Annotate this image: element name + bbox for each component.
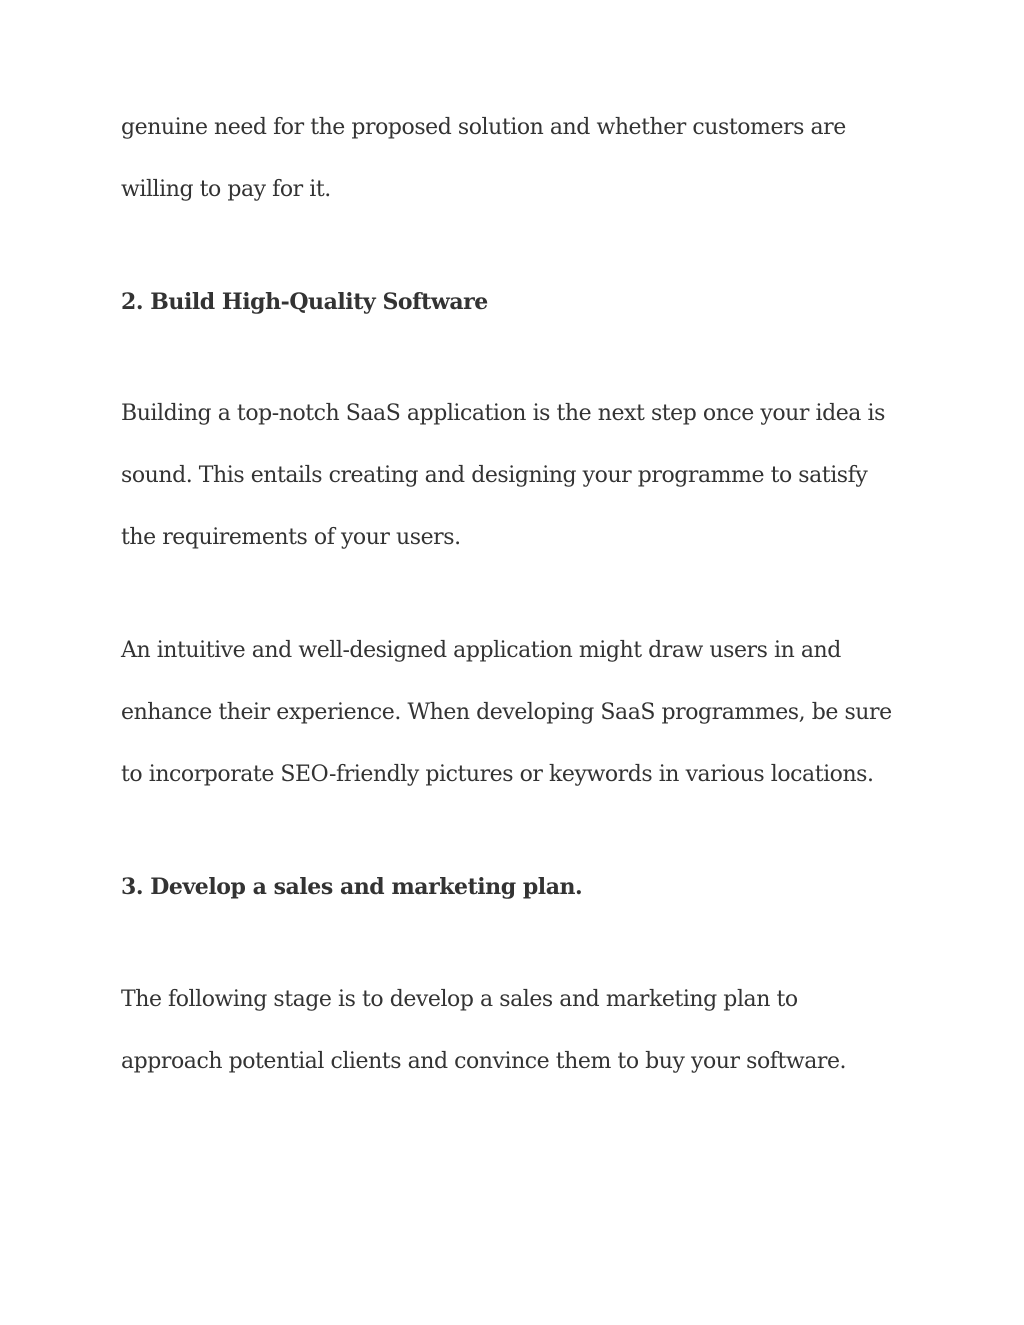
text-line: the requirements of your users. [121,525,461,550]
text-line: The following stage is to develop a sales and marketing plan to [121,987,798,1012]
text-line: sound. This entails creating and designing your programme to satisfy [121,463,868,488]
text-line: Building a top-notch SaaS application is the next step once your idea is [121,401,885,426]
text-line: genuine need for the proposed solution and whether customers are [121,115,846,140]
text-line: enhance their experience. When developing SaaS programmes, be sure [121,700,892,725]
section-heading-build-software: 2. Build High-Quality Software [121,289,488,315]
text-line: An intuitive and well-designed application might draw users in and [121,638,841,663]
section-heading-sales-marketing: 3. Develop a sales and marketing plan. [121,874,583,900]
text-line: approach potential clients and convince them to buy your software. [121,1049,847,1074]
text-line: willing to pay for it. [121,177,331,202]
text-line: to incorporate SEO-friendly pictures or keywords in various locations. [121,762,874,787]
